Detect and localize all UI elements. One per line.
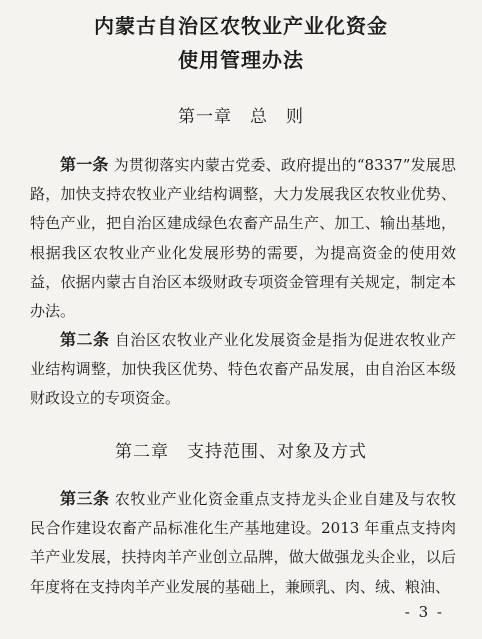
article-3-text: 农牧业产业化资金重点支持龙头企业自建及与农牧民合作建设农畜产品标准化生产基地建设。2013 年重点支持肉羊产业发展，扶持肉羊产业创立品牌，做大做强龙头企业，以后年度将在支持肉羊产业发展的基础上，兼顾乳、肉、绒、粮油、 [30, 490, 456, 596]
chapter-1-heading: 第一章 总 则 [178, 107, 304, 127]
document-title-line-1: 内蒙古自治区农牧业产业化资金 [94, 14, 388, 38]
article-1-text: 为贯彻落实内蒙古党委、政府提出的“8337”发展思路，加快支持农牧业产业结构调整，大力发展我区农牧业优势、特色产业，把自治区建成绿色农畜产品生产、加工、输出基地，根据我区农牧业产业化发展形势的需要，为提高资金的使用效益，依据内蒙古自治区本级财政专项资金管理有关规定，制定本办法。 [30, 156, 456, 321]
page-number: - 3 - [404, 603, 444, 621]
chapter-2-heading: 第二章 支持范围、对象及方式 [115, 442, 367, 462]
article-2-paragraph [30, 325, 456, 414]
document-title-line-2: 使用管理办法 [178, 48, 304, 72]
article-2-label: 第二条 [60, 330, 110, 349]
article-2-text: 自治区农牧业产业化发展资金是指为促进农牧业产业结构调整，加快我区优势、特色农畜产品发展，由自治区本级财政设立的专项资金。 [30, 331, 456, 408]
article-3-paragraph [30, 484, 456, 602]
article-3-label: 第三条 [60, 489, 110, 508]
article-1-paragraph [30, 150, 456, 326]
article-1-label: 第一条 [60, 155, 109, 174]
